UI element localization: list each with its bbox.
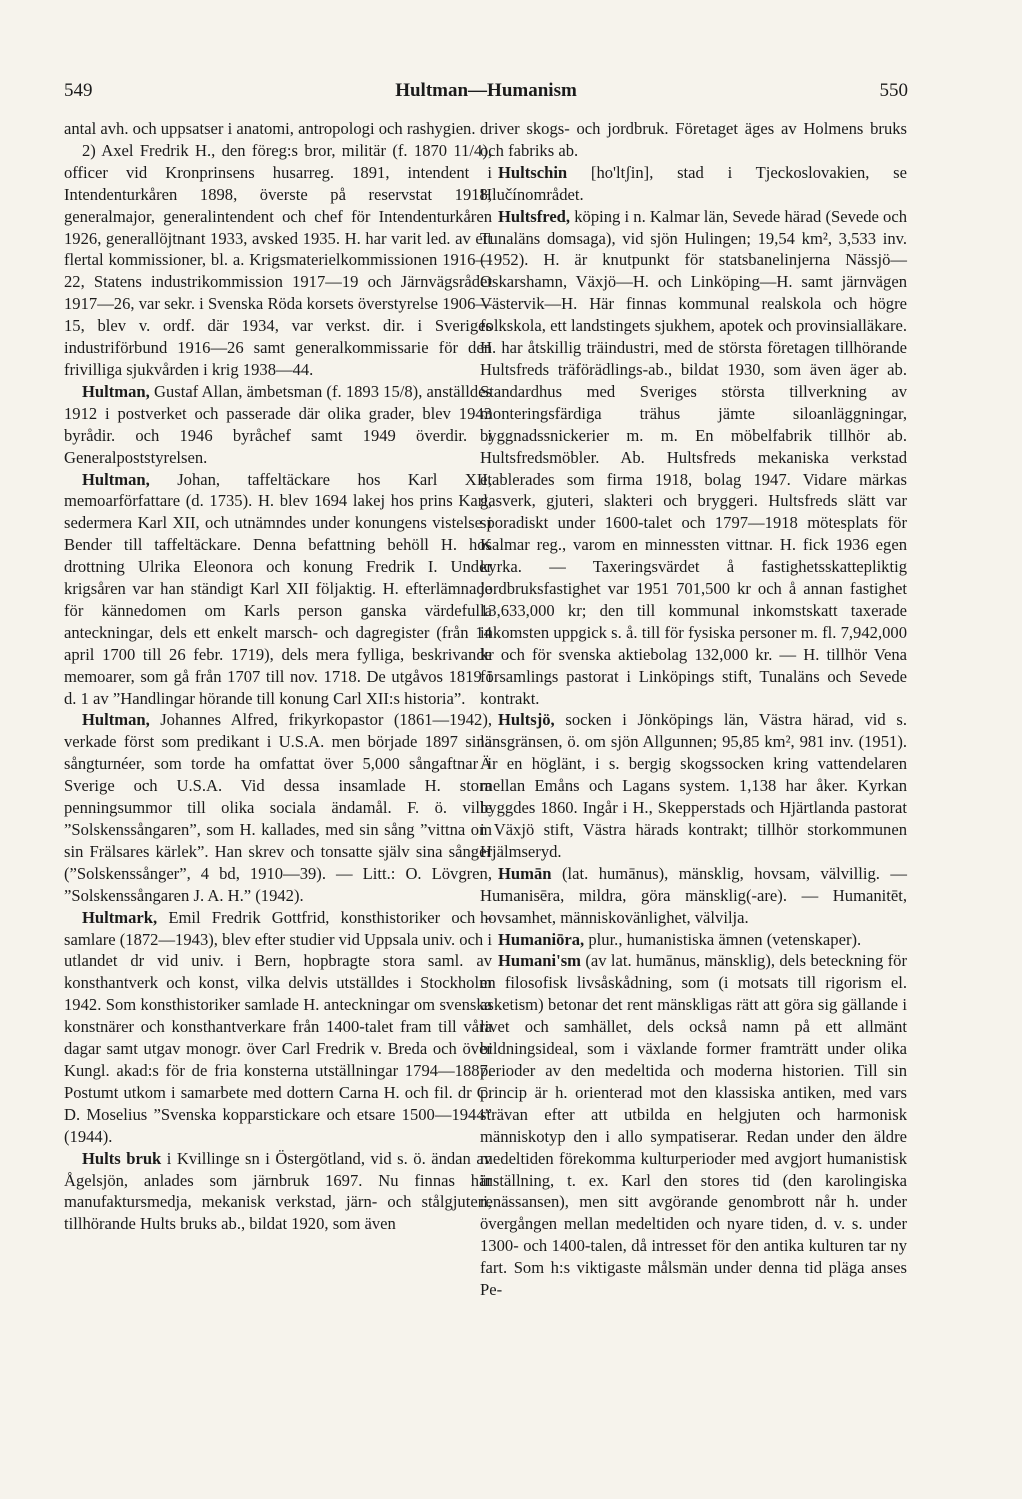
headword: Humān — [498, 863, 552, 883]
headword: Hultmark, — [82, 907, 158, 927]
entry-humaniora: Humaniōra, plur., humanistiska ämnen (vetenskaper). — [498, 929, 862, 949]
headword: Hultsjö, — [498, 710, 555, 730]
entry-paragraph: 2) Axel Fredrik H., den föreg:s bror, militär (f. 1870 11/4), officer vid Kronprinsens husarreg. 1891, intendent i Intendenturkåren 1898, överste på reservstat 1918, generalmajor, generalintendent och chef för Intendenturkåren 1926, generallöjtnant 1933, avsked 1935. H. har varit led. av ett flertal kommissioner, bl. a. Krigsmaterielkommissionen 1916—22, Statens industrikommission 1917—19 och Järnvägsrådet 1917—26, var sekr. i Svenska Röda korsets överstyrelse 1906—15, blev v. ordf. där 1934, var verkst. dir. i Sveriges industriförbund 1916—26 samt generalkommissarie för den frivilliga sjukvården i krig 1938—44. — [64, 140, 492, 379]
left-column — [64, 118, 492, 1235]
headword: Hultsfred, — [498, 206, 571, 226]
entry-hults-bruk: Hults bruk i Kvillinge sn i Östergötland, vid s. ö. ändan av Ågelsjön, anlades som järnbruk 1697. Nu finnas här manufaktursmedja, mekanisk verkstad, järn- och stålgjuteri, tillhörande Hults bruks ab., bildat 1920, som även — [64, 1148, 492, 1234]
headword: Hultman, — [82, 710, 150, 730]
headword: Hults bruk — [82, 1148, 162, 1168]
entry-hultman-johannes: Hultman, Johannes Alfred, frikyrkopastor (1861—1942), verkade först som predikant i U.S.A. men började 1897 sina sångturnéer, som torde ha omfattat över 5,000 sångaftnar i Sverige och U.S.A. Vid dessa insamlade H. stora penningsummor till olika sociala ändamål. F. ö. ville ”Solskenssångaren”, som H. kallades, med sin sång ”vittna om sin Frälsares kärlek”. Han skrev och tonsatte själv sina sånger (”Solskenssånger”, 4 bd, 1910—39). — Litt.: O. Lövgren, ”Solskenssångaren J. A. H.” (1942). — [64, 710, 492, 905]
headword: Hultschin — [498, 162, 568, 182]
entry-paragraph: antal avh. och uppsatser i anatomi, antropologi och rashygien. — [64, 119, 476, 138]
entry-humanism: Humani'sm (av lat. humānus, mänsklig), dels beteckning för en filosofisk livsåskådning, som (i motsats till rigorism el. asketism) betonar det rent mänskligas rätt att göra sig gällande i livet och samhället, dels också namn på ett allmänt bildningsideal, som i växlande former framträtt under olika perioder av den medeltida och moderna historien. Till sin princip är h. orienterad mot den klassiska antiken, med vars strävan efter att utbilda en helgjuten och harmonisk människotyp den i allo sympatiserar. Redan under den äldre medeltiden förekomma kulturperioder med avgjort humanistisk inställning, t. ex. Karl den stores tid (den karolingiska renässansen), men sitt avgörande genombrott når h. under övergången mellan medeltiden och nyare tiden, d. v. s. under 1300- och 1400-talen, då intresset för den antika kulturen tar ny fart. Som h:s viktigaste målsmän under denna tid pläga anses Pe- — [480, 951, 907, 1300]
entry-hultschin: Hultschin [ho'ltʃin], stad i Tjeckoslovakien, se Hlučínområdet. — [480, 162, 907, 204]
headword: Hultman, — [82, 469, 150, 489]
headword: Hultman, — [82, 381, 150, 401]
page-number-right: 550 — [879, 80, 908, 101]
entry-human: Humān (lat. humānus), mänsklig, hovsam, välvillig. — Humanisēra, mildra, göra mänsklig(-are). — Humanitēt, hovsamhet, människovänlighet, välvilja. — [480, 863, 907, 927]
entry-paragraph: driver skogs- och jordbruk. Företaget äges av Holmens bruks och fabriks ab. — [480, 119, 907, 160]
entry-hultman-allan: Hultman, Gustaf Allan, ämbetsman (f. 1893 15/8), anställdes 1912 i postverket och passerade där olika grader, blev 1943 byrådir. och 1946 byråchef samt 1949 överdir. i Generalpoststyrelsen. — [64, 381, 492, 467]
right-column — [480, 118, 907, 1301]
entry-hultmark: Hultmark, Emil Fredrik Gottfrid, konsthistoriker och -samlare (1872—1943), blev efter studier vid Uppsala univ. och i utlandet dr vid univ. i Bern, hopbragte stora saml. av konsthantverk och konst, vilka delvis utställdes i Stockholm 1942. Som konsthistoriker samlade H. anteckningar om svenska konstnärer och konsthantverkare från 1400-talet fram till våra dagar samt utgav monogr. över Carl Fredrik v. Breda och över Kungl. akad:s för de fria konsterna utställningar 1794—1887. Postumt utkom i samarbete med dottern Carna H. och fil. dr C. D. Moselius ”Svenska kopparstickare och etsare 1500—1944” (1944). — [64, 907, 492, 1146]
page-number-left: 549 — [64, 80, 93, 101]
headword: Humani'sm — [498, 951, 581, 971]
entry-hultman-johan: Hultman, Johan, taffeltäckare hos Karl XII, memoarförfattare (d. 1735). H. blev 1694 lakej hos prins Karl, sedermera Karl XII, och utnämndes under konungens vistelse i Bender till taffeltäckare. Denna befattning behöll H. hos drottning Ulrika Eleonora och konung Fredrik I. Under krigsåren var han ständigt Karl XII följaktig. H. efterlämnade för kännedomen om Karls person ganska värdefulla anteckningar, dels ett enkelt marsch- och dagregister (från 14 april 1700 till 26 febr. 1719), dels mera fylliga, beskrivande memoarer, som gå från 1707 till nov. 1718. De utgåvos 1819 i d. 1 av ”Handlingar hörande till konung Carl XII:s historia”. — [64, 469, 492, 708]
entry-hultsjo: Hultsjö, socken i Jönköpings län, Västra härad, vid s. länsgränsen, ö. om sjön Allgunnen; 95,85 km², 981 inv. (1951). Är en höglänt, i s. bergig skogssocken kring vattendelaren mellan Emåns och Lagans system. 1,138 har åker. Kyrkan byggdes 1860. Ingår i H., Skepperstads och Hjärtlanda pastorat i Växjö stift, Västra härads kontrakt; tillhör storkommunen Hjälmseryd. — [480, 710, 907, 861]
running-title: Hultman—Humanism — [395, 80, 577, 101]
page-header — [64, 76, 908, 106]
headword: Humaniōra, — [498, 929, 585, 949]
entry-hultsfred: Hultsfred, köping i n. Kalmar län, Sevede härad (Sevede och Tunaläns domsaga), vid sjön Hulingen; 19,54 km², 3,533 inv. (1952). H. är knutpunkt för statsbanelinjerna Nässjö—Oskarshamn, Växjö—H. och Linköping—H. samt järnvägen Västervik—H. Här finnas kommunal realskola och högre folkskola, ett landstingets sjukhem, apotek och provinsialläkare. H. har åtskillig träindustri, med de största företagen tillhörande Hultsfreds träförädlings-ab., bildat 1930, som även äger ab. Standardhus med Sveriges största tillverkning av monteringsfärdiga trähus jämte siloanläggningar, byggnadssnickerier m. m. En möbelfabrik tillhör ab. Hultsfredsmöbler. Ab. Hultsfreds mekaniska verkstad etablerades som firma 1918, bolag 1947. Vidare märkas gasverk, gjuteri, slakteri och bryggeri. Hultsfreds slätt var sporadiskt under 1600-talet och 1797—1918 mötesplats för Kalmar reg., varom en minnessten vittnar. H. fick 1936 egen kyrka. — Taxeringsvärdet å fastighetsskattepliktig jordbruksfastighet var 1951 701,500 kr och å annan fastighet 13,633,000 kr; den till kommunal inkomstskatt taxerade inkomsten uppgick s. å. till för fysiska personer m. fl. 7,942,000 kr och för svenska aktiebolag 132,000 kr. — H. tillhör Vena församlings pastorat i Linköpings stift, Tunaläns och Sevede kontrakt. — [480, 206, 908, 708]
